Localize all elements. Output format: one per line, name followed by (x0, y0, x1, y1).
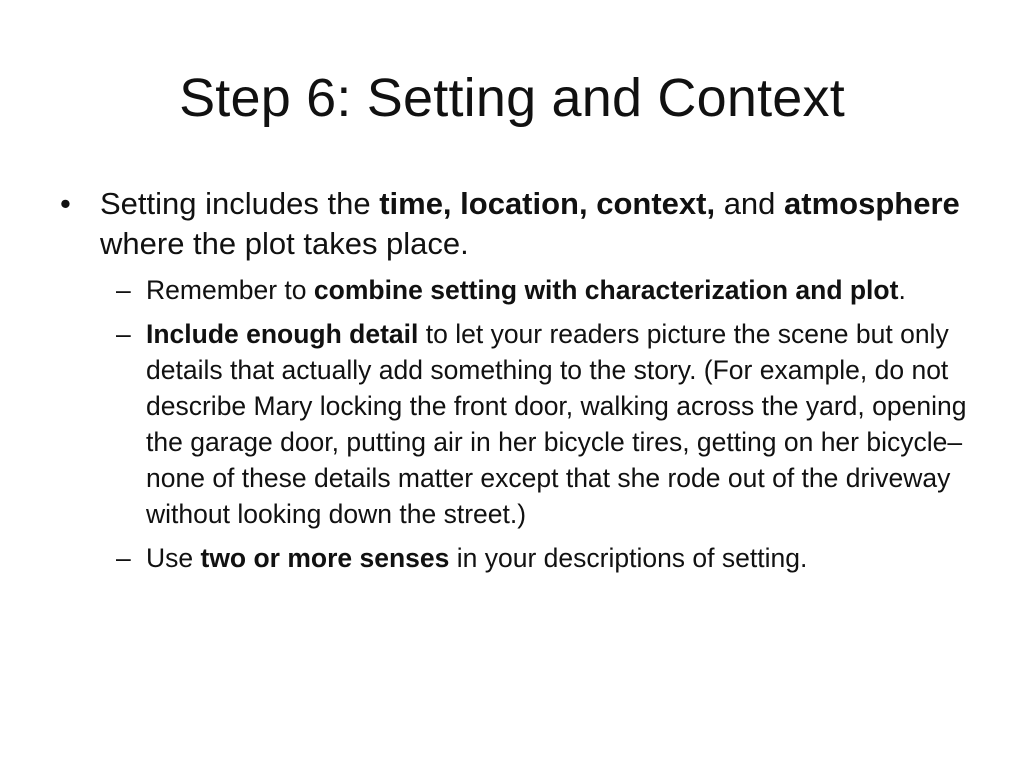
dash-icon: – (116, 319, 131, 349)
bullet-icon: • (60, 186, 71, 221)
bullet-text: where the plot takes place. (100, 226, 469, 261)
sub-point-bold-text: two or more senses (200, 543, 450, 573)
dash-icon: – (116, 275, 131, 305)
sub-point-bold-text: Include enough detail (146, 319, 419, 349)
bullet-text: Setting includes the (100, 186, 380, 221)
sub-point-bold-text: combine setting with characterization and plot (313, 275, 899, 305)
bullet-bold-text: atmosphere (784, 186, 960, 221)
sub-point-text: to let your readers picture the scene but only details that actually add something to the story. (For example, do not describe Mary locking the front door, walking across the yard, opening the garage door, putting air in her bicycle tires, getting on her bicycle–none of these details matter except that she rode out of the driveway without looking down the street.) (146, 319, 967, 529)
slide-title: Step 6: Setting and Context (179, 68, 845, 128)
sub-point-text: Remember to (146, 275, 314, 305)
sub-point-text: . (898, 275, 906, 305)
sub-point-enough-detail (60, 316, 970, 532)
bullet-bold-text: time, location, context, (379, 186, 716, 221)
bullet-point-setting (60, 184, 970, 264)
slide-body (60, 184, 970, 584)
sub-point-senses (60, 540, 970, 576)
bullet-text: and (715, 186, 785, 221)
sub-point-text: Use (146, 543, 201, 573)
dash-icon: – (116, 543, 131, 573)
sub-point-combine-setting (60, 272, 970, 308)
sub-point-text: in your descriptions of setting. (449, 543, 808, 573)
